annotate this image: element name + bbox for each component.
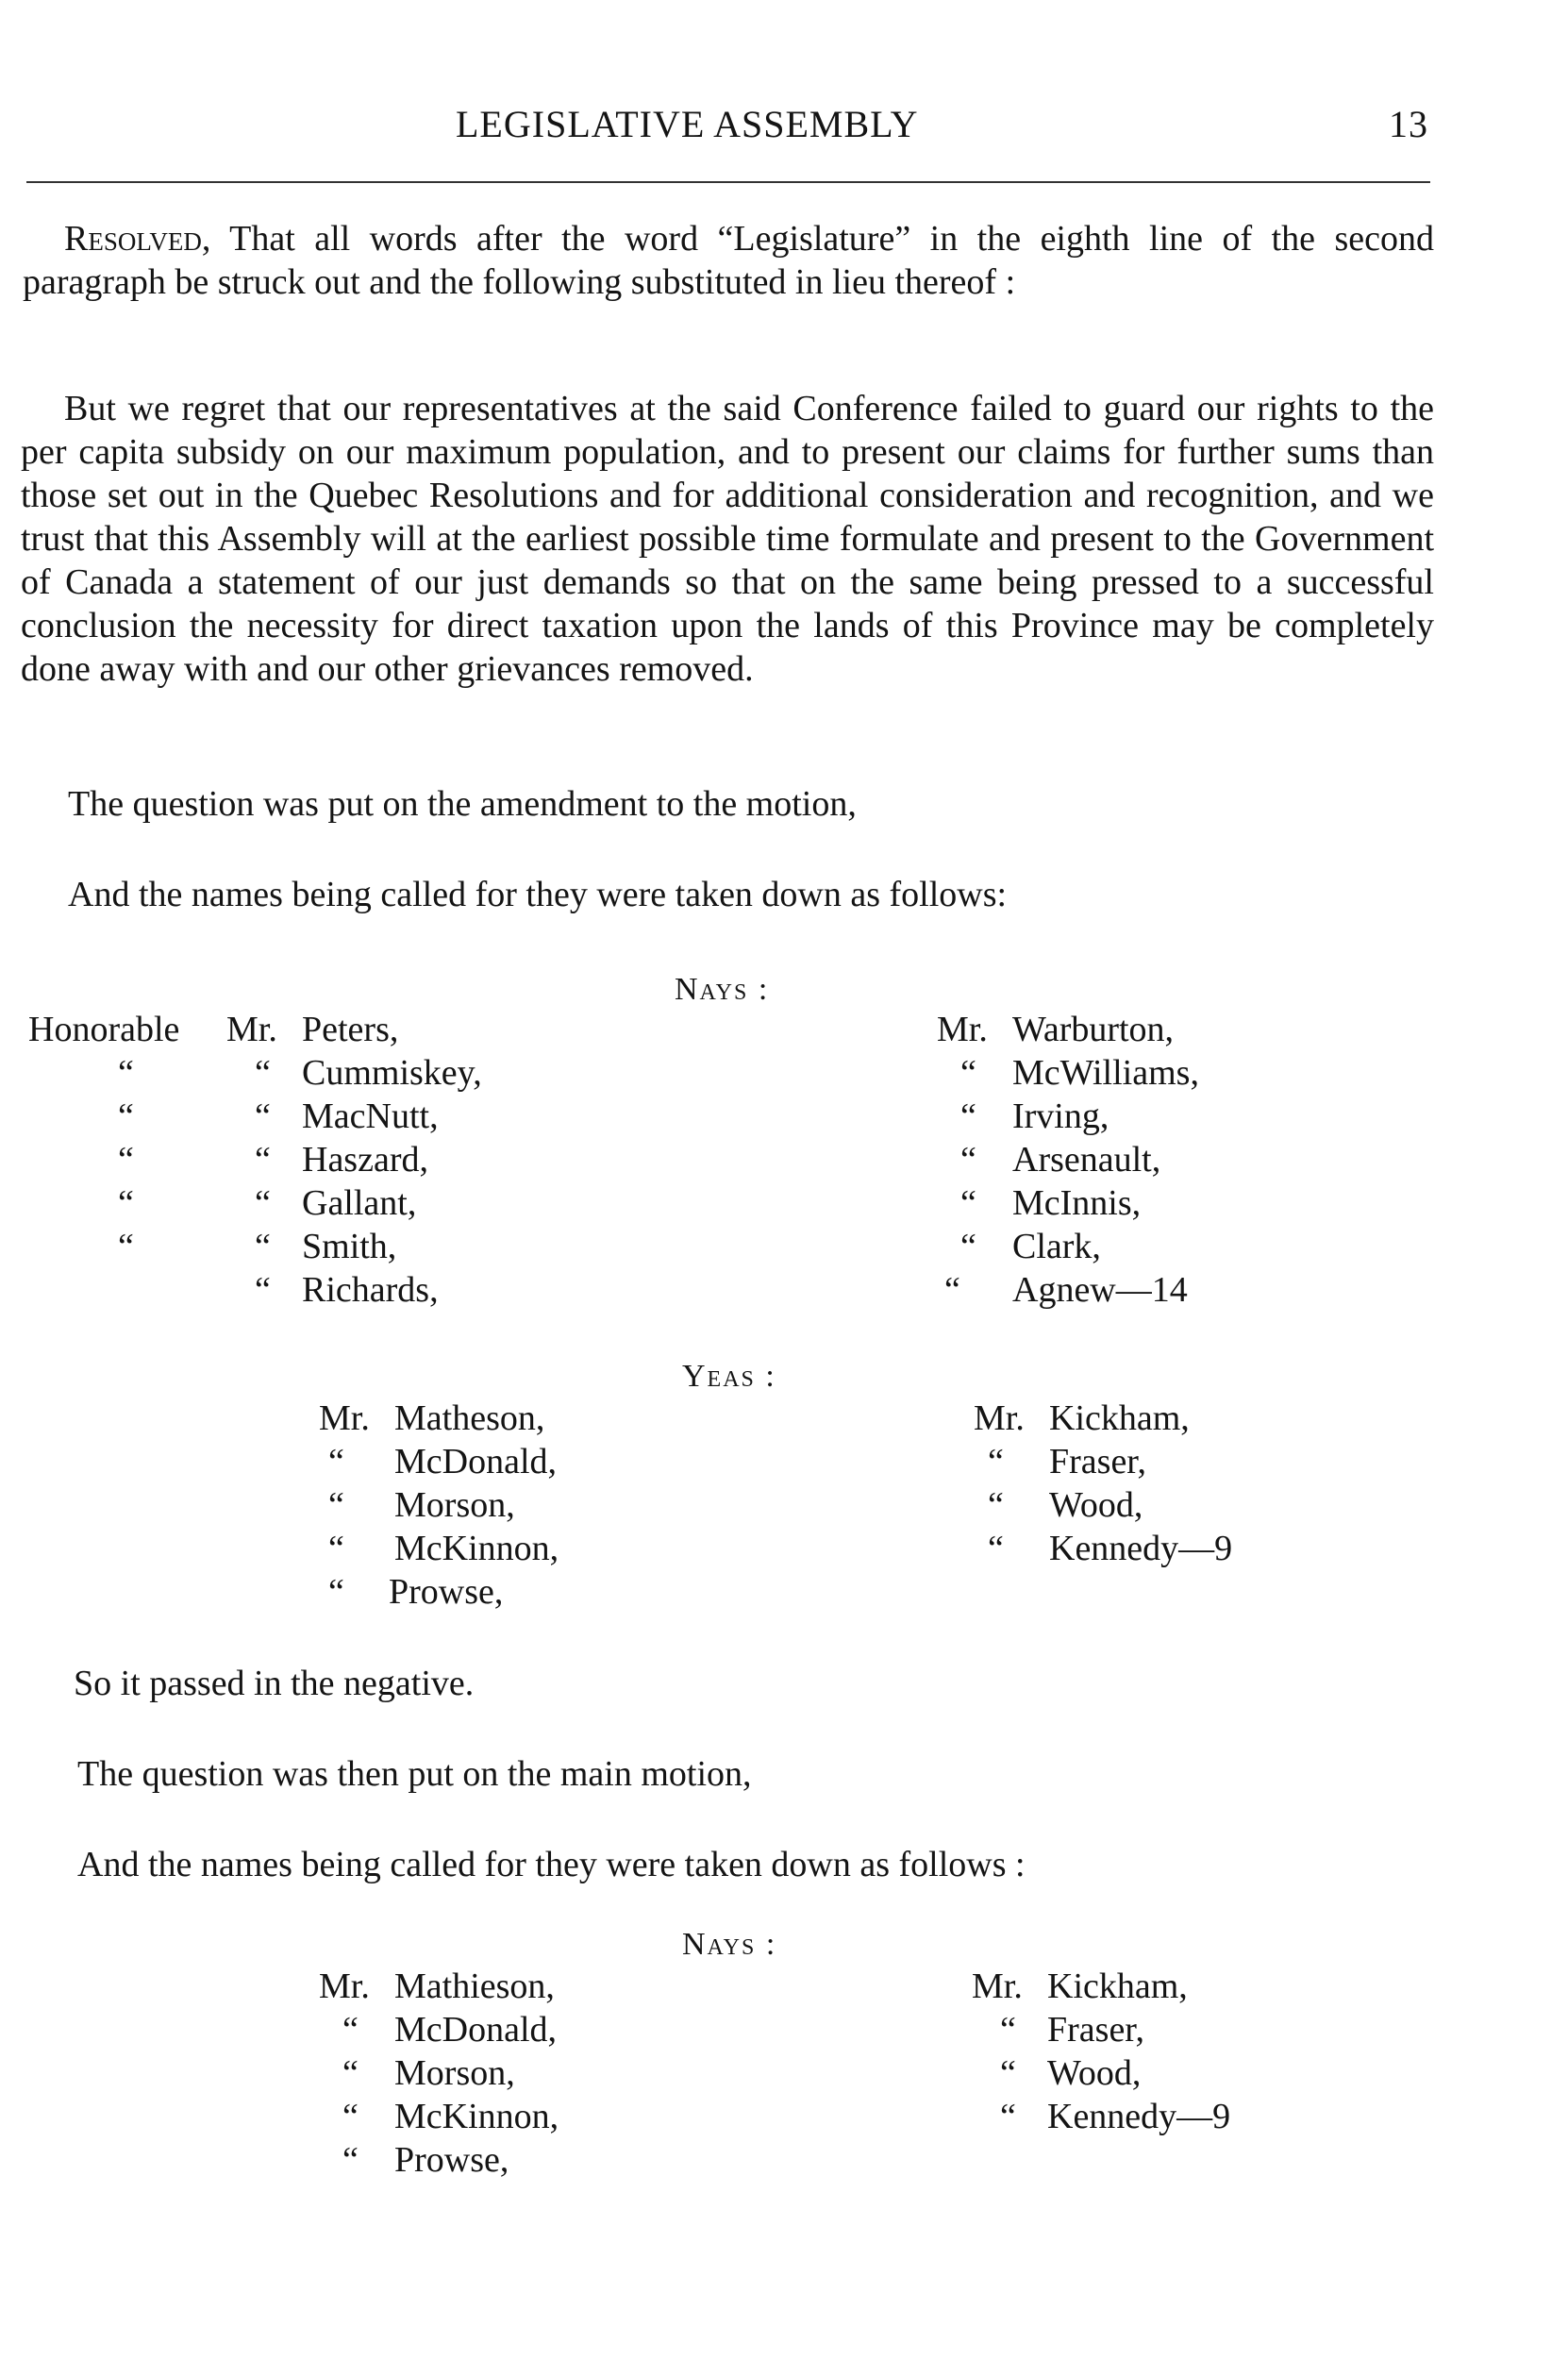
question-amendment: The question was put on the amendment to the motion, (68, 784, 857, 824)
list-item: “ Agnew—14 (944, 1270, 1188, 1310)
running-header: LEGISLATIVE ASSEMBLY (456, 103, 919, 145)
list-item: “ Wood, (1000, 2053, 1142, 2093)
list-item: “ McDonald, (342, 2010, 558, 2050)
amendment-paragraph: But we regret that our representatives at the said Conference failed to guard our rights to the per capita subsidy on our maximum population, and to present our claims for further sums than those set out in the Quebec Resolutions and for additional consideration and recognition, and we trust that this Assembly will at the earliest possible time formulate and present to the Government of Canada a statement of our just demands so that on the same being pressed to a successful conclusion the necessity for direct taxation upon the lands of this Province may be completely done away with and our other grievances removed. (21, 389, 1434, 689)
list-item: “ Prowse, (342, 2140, 509, 2180)
list-item: “ Fraser, (1000, 2010, 1144, 2050)
page-number: 13 (1389, 103, 1428, 145)
vote1-yeas-heading: Yeas : (682, 1359, 776, 1394)
list-item: “ Kennedy—9 (1000, 2097, 1231, 2136)
vote2-nays-heading: Nays : (682, 1927, 777, 1962)
list-item: Mr. Mathieson, (319, 1967, 555, 2006)
list-item: “ Richards, (255, 1270, 439, 1310)
header-rule (26, 181, 1430, 183)
list-item: “ McKinnon, (342, 2097, 559, 2136)
list-item: “ Arsenault, (960, 1140, 1161, 1180)
list-item: “ “ Gallant, (118, 1183, 417, 1223)
vote1-nays-heading: Nays : (675, 972, 770, 1007)
result-negative: So it passed in the negative. (74, 1664, 475, 1703)
list-item: “ McWilliams, (960, 1053, 1199, 1093)
list-item: “ Fraser, (988, 1442, 1146, 1481)
resolved-text: That all words after the word “Legislature” in the eighth line of the second paragraph be struck out and the following substituted in lieu thereof : (23, 219, 1434, 302)
names-called-2: And the names being called for they were taken down as follows : (77, 1845, 1026, 1884)
list-item: “ McKinnon, (328, 1529, 559, 1568)
question-main-motion: The question was then put on the main motion, (77, 1754, 752, 1794)
list-item: Honorable Mr. Peters, (28, 1010, 399, 1049)
list-item: Mr. Kickham, (974, 1398, 1190, 1438)
list-item: “ Morson, (328, 1485, 515, 1525)
list-item: “ Irving, (960, 1096, 1109, 1136)
vote1-yeas-left (319, 1397, 559, 1614)
list-item: Mr. Kickham, (972, 1967, 1188, 2006)
list-item: “ “ Haszard, (118, 1140, 428, 1180)
vote2-nays-right (972, 1965, 1230, 2138)
list-item: “ Morson, (342, 2053, 515, 2093)
vote2-nays-left (319, 1965, 559, 2182)
vote1-nays-left (28, 1008, 482, 1312)
vote1-yeas-right (974, 1397, 1232, 1570)
resolved-lead: Resolved, (64, 219, 211, 259)
vote1-nays-right (937, 1008, 1199, 1312)
list-item: “ McDonald, (328, 1442, 558, 1481)
list-item: “ Clark, (960, 1227, 1101, 1266)
list-item: “ Kennedy—9 (988, 1529, 1233, 1568)
names-called-1: And the names being called for they were taken down as follows: (68, 875, 1008, 914)
list-item: “ McInnis, (960, 1183, 1142, 1223)
list-item: “ Prowse, (328, 1572, 504, 1612)
list-item: “ “ Smith, (118, 1227, 397, 1266)
list-item: “ “ Cummiskey, (118, 1053, 482, 1093)
list-item: “ “ MacNutt, (118, 1096, 439, 1136)
list-item: Mr. Matheson, (319, 1398, 545, 1438)
resolved-paragraph (23, 217, 1434, 304)
list-item: “ Wood, (988, 1485, 1143, 1525)
list-item: Mr. Warburton, (937, 1010, 1175, 1049)
